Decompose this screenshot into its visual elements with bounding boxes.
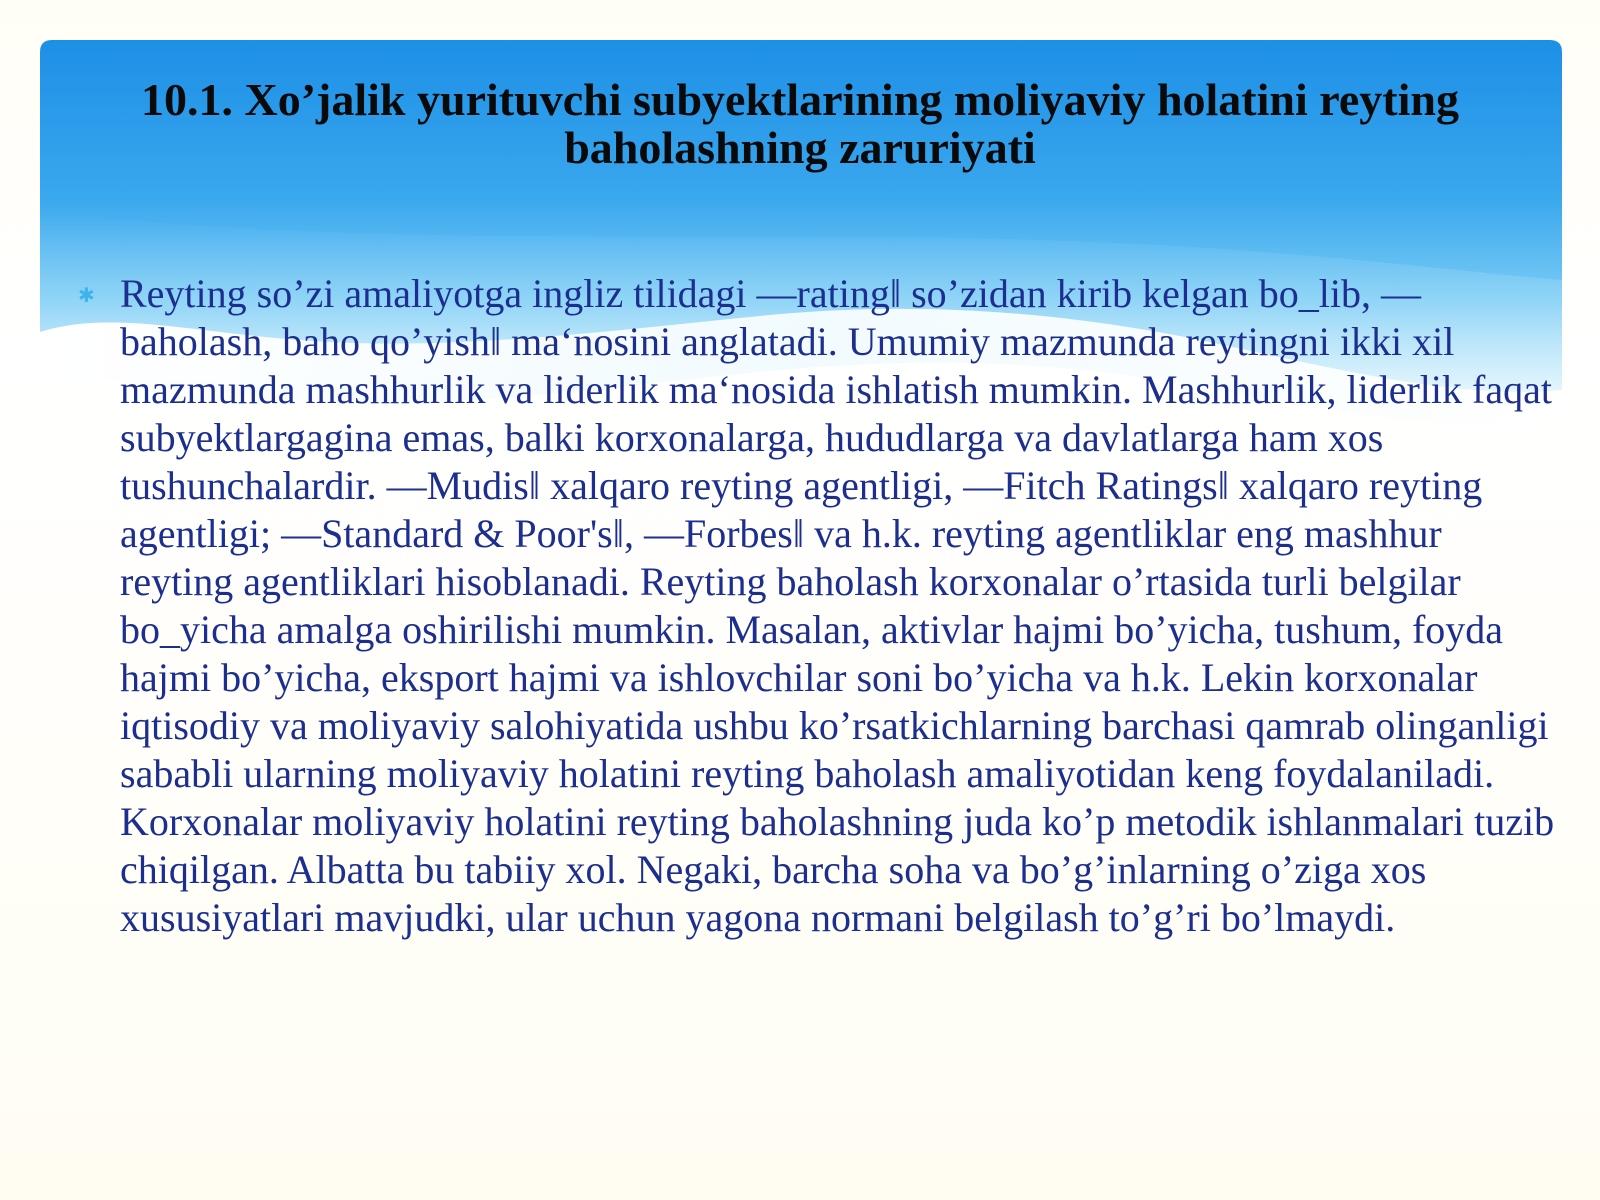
star-bullet-icon: ✱ bbox=[78, 285, 95, 307]
slide-title: 10.1. Xo’jalik yurituvchi subyektlarining moliyaviy holatini reyting baholashning zaruriyati bbox=[141, 74, 1459, 173]
bullet-text: Reyting so’zi amaliyotga ingliz tilidagi —rating‖ so’zidan kirib kelgan bo_lib, —baholash, baho qo’yish‖ ma‘nosini anglatadi. Umumiy mazmunda reytingni ikki xil mazmunda mashhurlik va liderlik ma‘nosida ishlatish mumkin. Mashhurlik, liderlik faqat subyektlargagina emas, balki korxonalarga, hududlarga va davlatlarga ham xos tushunchalardir. —Mudis‖ xalqaro reyting agentligi, —Fitch Ratings‖ xalqaro reyting agentligi; —Standard & Poor's‖, —Forbes‖ va h.k. reyting agentliklar eng mashhur reyting agentliklari hisoblanadi. Reyting baholash korxonalar o’rtasida turli belgilar bo_yicha amalga oshirilishi mumkin. Masalan, aktivlar hajmi bo’yicha, tushum, foyda hajmi bo’yicha, eksport hajmi va ishlovchilar soni bo’yicha va h.k. Lekin korxonalar iqtisodiy va moliyaviy salohiyatida ushbu ko’rsatkichlarning barchasi qamrab olinganligi sababli ularning moliyaviy holatini reyting baholash amaliyotidan keng foydalaniladi. Korxonalar moliyaviy holatini reyting baholashning juda ko’p metodik ishlanmalari tuzib chiqilgan. Albatta bu tabiiy xol. Negaki, barcha soha va bo’g’inlarning o’ziga xos xususiyatlari mavjudki, ular uchun yagona normani belgilash to’g’ri bo’lmaydi. bbox=[120, 271, 1555, 940]
